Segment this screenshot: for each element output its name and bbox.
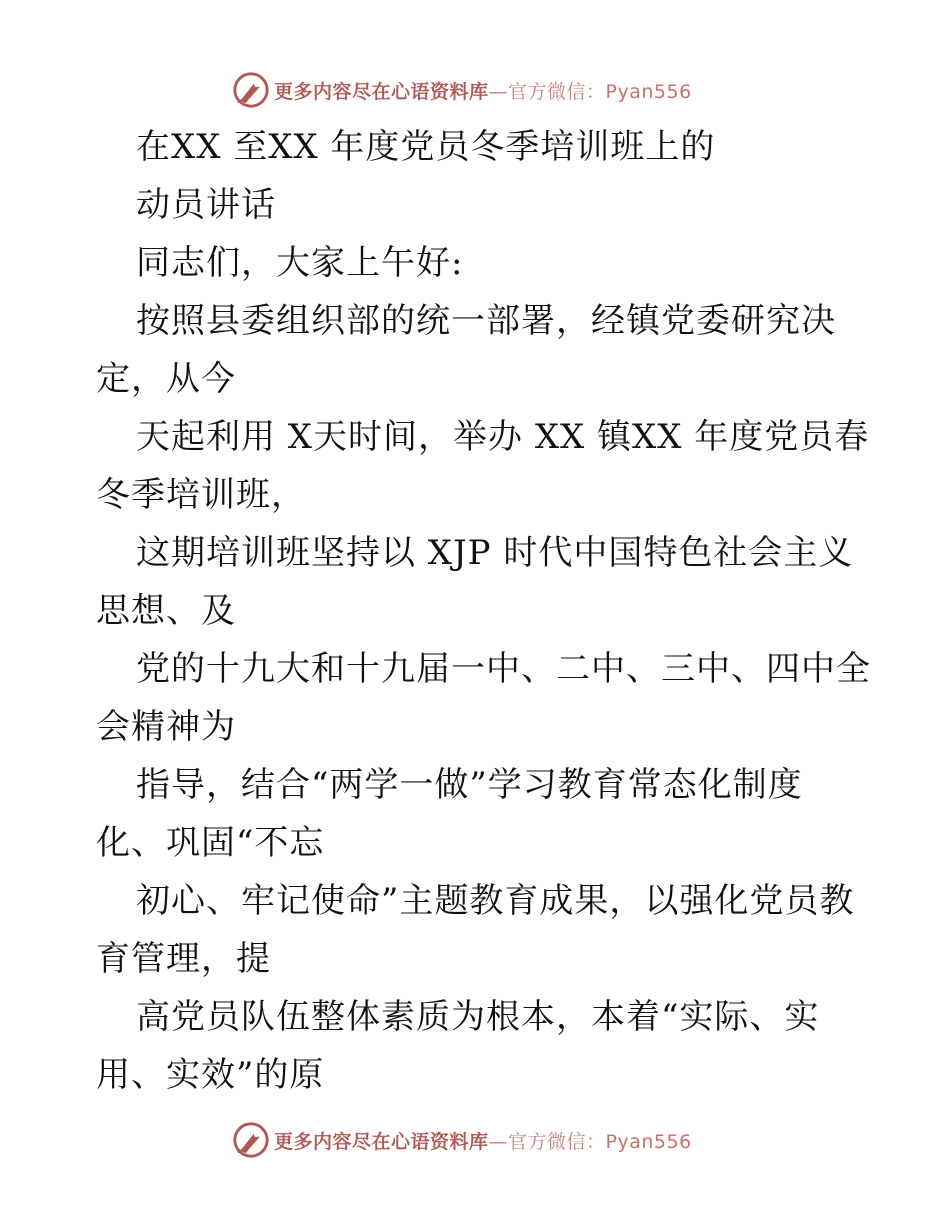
paragraph-line-wrap: 化、巩固“不忘	[96, 823, 325, 863]
paragraph-line: 按照县委组织部的统一部署，经镇党委研究决	[136, 301, 836, 341]
watermark-separator: —	[488, 1130, 509, 1153]
watermark-id: Pyan556	[605, 80, 692, 103]
pen-nib-icon	[232, 1121, 270, 1159]
paragraph-line-wrap: 思想、及	[96, 591, 236, 631]
paragraph-line-wrap: 定，从今	[96, 359, 236, 399]
watermark-main-text: 更多内容尽在心语资料库	[274, 1130, 489, 1153]
paragraph-line: 指导，结合“两学一做”学习教育常态化制度	[136, 765, 803, 805]
document-body	[96, 118, 871, 1104]
paragraph-line: 党的十九大和十九届一中、二中、三中、四中全	[136, 649, 871, 689]
paragraph-line: 天起利用 X天时间，举办 XX 镇XX 年度党员春	[136, 417, 870, 457]
header-watermark	[232, 70, 692, 110]
document-title-line-1: 在XX 至XX 年度党员冬季培训班上的	[136, 127, 716, 167]
pen-nib-icon	[232, 71, 270, 109]
paragraph-line: 这期培训班坚持以 XJP 时代中国特色社会主义	[136, 533, 854, 573]
paragraph-line-wrap: 会精神为	[96, 707, 236, 747]
paragraph-line-wrap: 育管理，提	[96, 939, 271, 979]
paragraph-line: 初心、牢记使命”主题教育成果，以强化党员教	[136, 881, 855, 921]
footer-watermark	[232, 1120, 692, 1160]
paragraph-line-wrap: 用、实效”的原	[96, 1055, 325, 1095]
watermark-label: 官方微信：	[508, 80, 606, 103]
document-title-line-2: 动员讲话	[136, 185, 276, 225]
greeting-line: 同志们，大家上午好:	[136, 243, 464, 283]
watermark-id: Pyan556	[605, 1130, 692, 1153]
paragraph-line-wrap: 冬季培训班，	[96, 475, 306, 515]
watermark-main-text: 更多内容尽在心语资料库	[274, 80, 489, 103]
watermark-separator: —	[488, 80, 509, 103]
paragraph-line: 高党员队伍整体素质为根本，本着“实际、实	[136, 997, 820, 1037]
watermark-label: 官方微信：	[508, 1130, 606, 1153]
